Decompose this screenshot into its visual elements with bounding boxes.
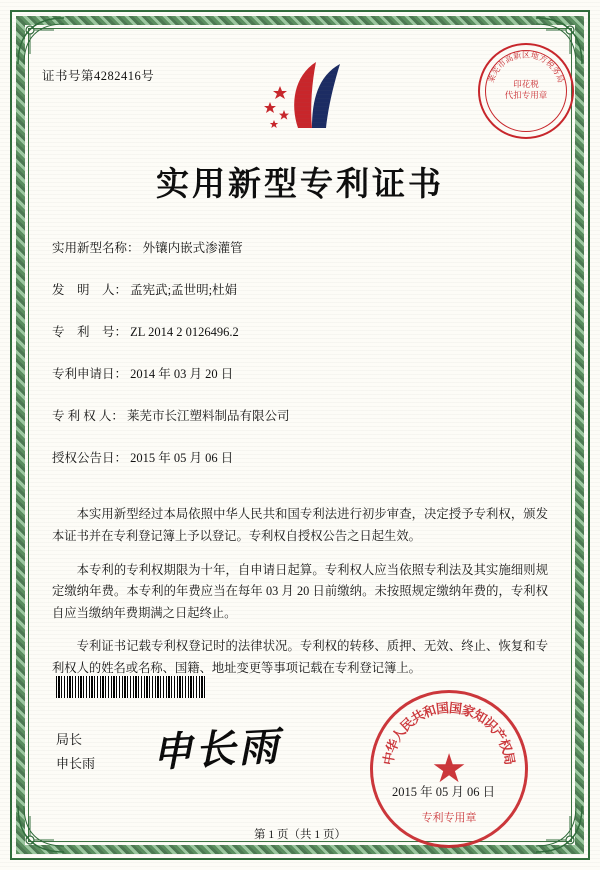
- paragraph: 本专利的专利权期限为十年，自申请日起算。专利权人应当依照专利法及其实施细则规定缴纳年费。本专利的年费应当在每年 03 月 20 日前缴纳。未按照规定缴纳年费的，专利权自应当缴纳年费期满之日起终止。: [52, 562, 548, 620]
- field-value: 孟宪武;孟世明;杜娟: [130, 283, 238, 297]
- certificate-number: 证书号第4282416号: [42, 69, 155, 83]
- field-row: [52, 280, 552, 300]
- sipo-logo-icon: [254, 56, 354, 141]
- field-label: 发 明 人：: [52, 283, 128, 297]
- field-value: 外镶内嵌式渗灌管: [142, 241, 243, 255]
- field-row: [52, 448, 552, 468]
- paragraph: 专利证书记载专利权登记时的法律状况。专利权的转移、质押、无效、终止、恢复和专利权人的姓名或名称、国籍、地址变更等事项记载在专利登记簿上。: [52, 639, 548, 675]
- field-row: [52, 322, 552, 342]
- field-row: [52, 238, 552, 258]
- field-value: 2015 年 05 月 06 日: [130, 451, 234, 465]
- issue-date: 2015 年 05 月 06 日: [392, 785, 496, 799]
- field-row: [52, 364, 552, 384]
- director-name-label: 申长雨: [56, 756, 96, 771]
- barcode: [56, 676, 206, 698]
- handwritten-signature: 申长雨: [151, 723, 283, 776]
- signature-block: [56, 728, 95, 776]
- tax-stamp-seal: [478, 43, 574, 139]
- field-list: [52, 238, 552, 490]
- field-label: 授权公告日：: [52, 451, 128, 465]
- certificate-content: [40, 40, 566, 841]
- seal-line-1: 印花税: [513, 79, 539, 89]
- official-patent-seal: 中 华 人 民 共 和 国 国 家 知 识 产 权 局 ★ 专利专用章: [370, 690, 528, 848]
- field-label: 实用新型名称：: [52, 241, 140, 255]
- page-title: 实用新型专利证书: [156, 167, 444, 203]
- seal-arc-text: 莱 芜 市 高 新 区 地 方 税 务 局: [486, 50, 566, 84]
- field-label: 专 利 号：: [52, 325, 128, 339]
- field-value: ZL 2014 2 0126496.2: [130, 325, 239, 339]
- field-value: 莱芜市长江塑料制品有限公司: [127, 409, 290, 423]
- seal-line-2: 代扣专用章: [504, 90, 548, 100]
- director-title-label: 局长: [56, 732, 83, 747]
- star-icon: ★: [431, 746, 467, 791]
- field-row: [52, 406, 552, 426]
- legal-text: [52, 492, 548, 681]
- page-number: 第 1 页（共 1 页）: [254, 829, 346, 841]
- field-value: 2014 年 03 月 20 日: [130, 367, 234, 381]
- field-label: 专利申请日：: [52, 367, 128, 381]
- field-label: 专 利 权 人：: [52, 409, 124, 423]
- seal-bottom-text: 专利专用章: [421, 812, 477, 824]
- paragraph: 本实用新型经过本局依照中华人民共和国专利法进行初步审查，决定授予专利权，颁发本证书并在专利登记簿上予以登记。专利权自授权公告之日起生效。: [52, 507, 548, 543]
